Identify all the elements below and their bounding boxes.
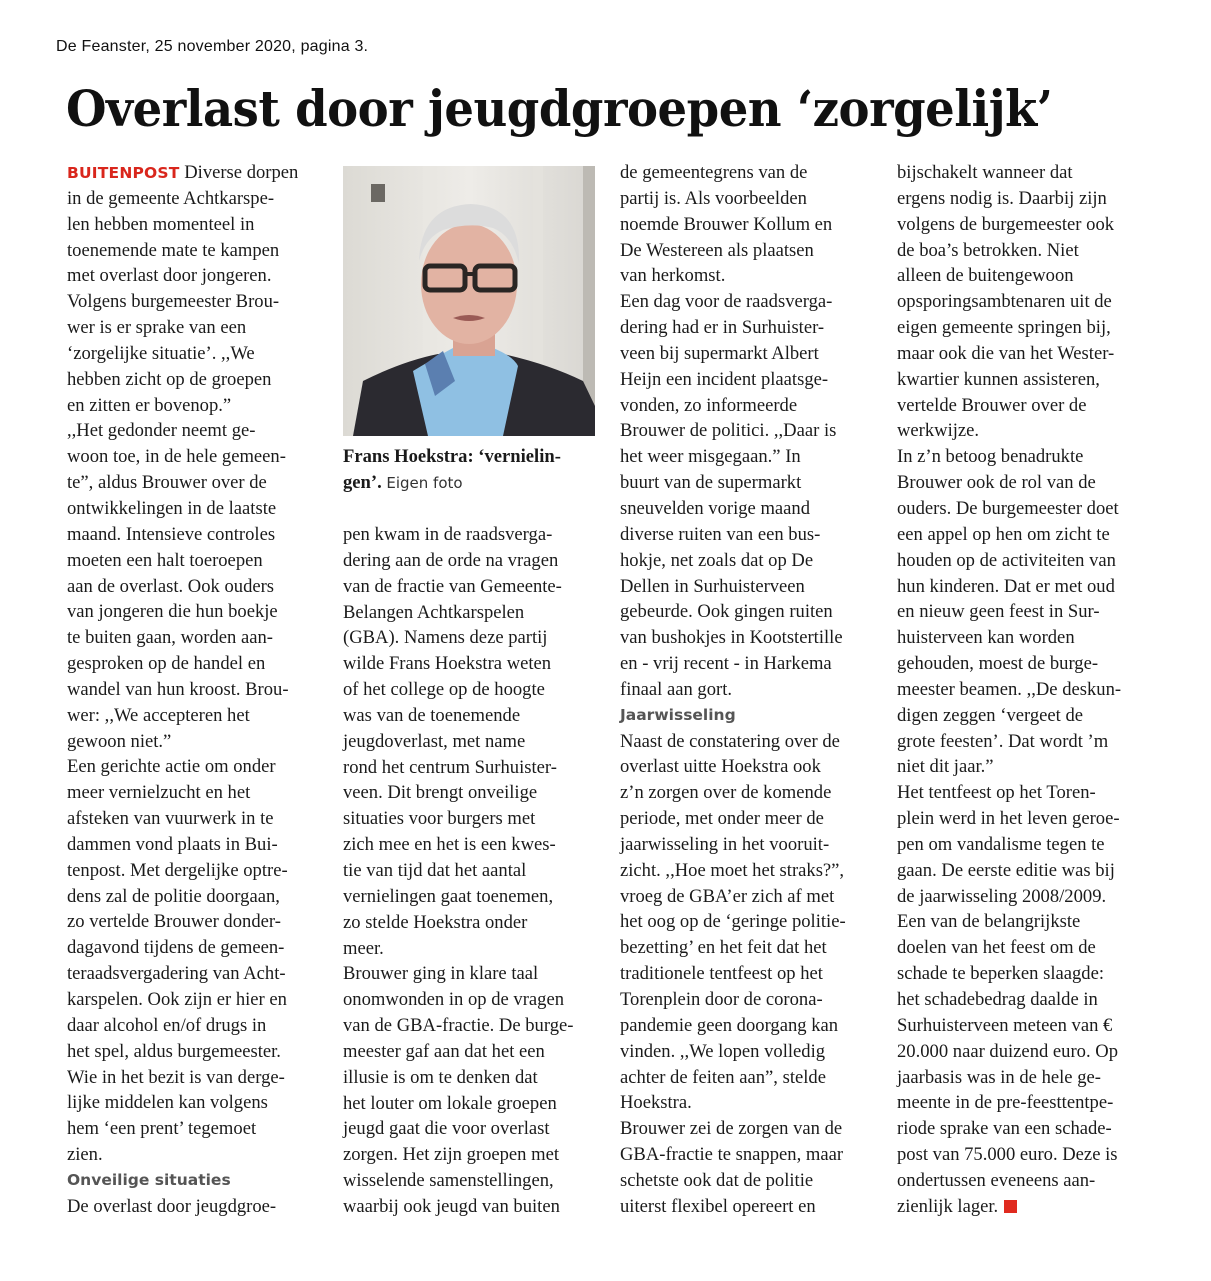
text-line: Belangen Achtkarspelen: [343, 601, 525, 623]
text-line: dammen vond plaats in Bui-: [67, 833, 278, 855]
text-line: en zitten er bovenop.”: [67, 394, 232, 416]
text-line: zo stelde Hoekstra onder: [343, 911, 528, 933]
text-line: dering had er in Surhuister-: [620, 317, 825, 339]
photo-caption: [343, 444, 603, 496]
text-line: opsporingsambtenaren uit de: [897, 291, 1112, 313]
text-line: gehouden, moest de burge-: [897, 653, 1099, 675]
text-line: het louter om lokale groepen: [343, 1092, 557, 1114]
text-line: veen. Dit brengt onveilige: [343, 782, 538, 804]
portrait-photo: [343, 166, 595, 436]
text-line: gaan. De eerste editie was bij: [897, 859, 1115, 881]
portrait-illustration: [343, 166, 595, 436]
text-line: gesproken op de handel en: [67, 653, 266, 675]
column-2-lines: [343, 522, 611, 1220]
text-line: dens zal de politie doorgaan,: [67, 885, 280, 907]
text-line: Brouwer zei de zorgen van de: [620, 1118, 843, 1140]
text-line: overlast uitte Hoekstra ook: [620, 756, 821, 778]
caption-title-cont: gen’.: [343, 472, 382, 493]
text-line: finaal aan gort.: [620, 678, 733, 700]
text-line: ‘zorgelijke situatie’. ,,We: [67, 342, 255, 364]
text-line: was van de toenemende: [343, 704, 521, 726]
text-line: van herkomst.: [620, 265, 726, 287]
text-line: partij is. Als voorbeelden: [620, 187, 807, 209]
text-line: de jaarwisseling 2008/2009.: [897, 885, 1107, 907]
text-line: plein werd in het leven geroe-: [897, 808, 1120, 830]
text-line: jeugd gaat die voor overlast: [343, 1118, 550, 1140]
text-line: vonden, zo informeerde: [620, 394, 798, 416]
text-line: alleen de buitengewoon: [897, 265, 1074, 287]
text-line: hem ‘een prent’ tegemoet: [67, 1118, 257, 1140]
text-line: en - vrij recent - in Harkema: [620, 653, 832, 675]
text-line: hebben zicht op de groepen: [67, 368, 272, 390]
text-line: het spel, aldus burgemeester.: [67, 1040, 281, 1062]
text-line: tenpost. Met dergelijke optre-: [67, 859, 288, 881]
text-line: sneuvelden vorige maand: [620, 497, 811, 519]
text-line: situaties voor burgers met: [343, 808, 536, 830]
text-line: len hebben momenteel in: [67, 213, 255, 235]
text-line: meente in de pre-feesttentpe-: [897, 1092, 1114, 1114]
text-line: ouders. De burgemeester doet: [897, 497, 1119, 519]
text-line: wilde Frans Hoekstra weten: [343, 653, 552, 675]
text-line: de gemeentegrens van de: [620, 162, 808, 183]
text-line: moeten een halt toeroepen: [67, 549, 263, 571]
text-line: in de gemeente Achtkarspe-: [67, 187, 275, 209]
text-line: grote feesten’. Dat wordt ’m: [897, 730, 1109, 752]
text-line: Dellen in Surhuisterveen: [620, 575, 805, 597]
text-line: onomwonden in op de vragen: [343, 989, 565, 1011]
text-line: tie van tijd dat het aantal: [343, 859, 527, 881]
text-line: lijke middelen kan volgens: [67, 1092, 268, 1114]
text-line: Brouwer de politici. ,,Daar is: [620, 420, 837, 442]
text-line: diverse ruiten van een bus-: [620, 523, 821, 545]
text-line: meer vernielzucht en het: [67, 782, 251, 804]
text-line: het schadebedrag daalde in: [897, 989, 1098, 1010]
text-line: jaarwisseling in het vooruit-: [620, 833, 830, 855]
text-line: toenemende mate te kampen: [67, 239, 280, 261]
text-line: Heijn een incident plaatsge-: [620, 368, 829, 390]
text-line: GBA-fractie te snappen, maar: [620, 1144, 844, 1166]
text-line: Brouwer ook de rol van de: [897, 472, 1096, 494]
text-line: zorgen. Het zijn groepen met: [343, 1144, 559, 1166]
article-column-3: [620, 160, 888, 1220]
text-line: werkwijze.: [897, 420, 980, 442]
text-line: bijschakelt wanneer dat: [897, 162, 1073, 183]
text-line: afsteken van vuurwerk in te: [67, 808, 274, 830]
text-line: veen bij supermarkt Albert: [620, 342, 819, 364]
article-column-1: [67, 160, 335, 1220]
text-line: aan de overlast. Ook ouders: [67, 575, 275, 597]
text-line: zien.: [67, 1144, 103, 1166]
source-line: De Feanster, 25 november 2020, pagina 3.: [56, 38, 369, 55]
column-3-after-subhead: [620, 729, 888, 1220]
text-line: kwartier kunnen assisteren,: [897, 368, 1100, 390]
text-line: vernielingen gaat toenemen,: [343, 885, 554, 907]
text-line: illusie is om te denken dat: [343, 1066, 538, 1088]
text-line: van de GBA-fractie. De burge-: [343, 1015, 574, 1037]
text-line: zo vertelde Brouwer donder-: [67, 911, 281, 933]
text-line: De Westereen als plaatsen: [620, 239, 814, 261]
text-line: schade te beperken slaagde:: [897, 963, 1105, 985]
subhead-onveilige-situaties: Onveilige situaties: [67, 1170, 231, 1189]
text-line: waarbij ook jeugd van buiten: [343, 1195, 560, 1217]
text-line: Een van de belangrijkste: [897, 911, 1081, 933]
text-line: dagavond tijdens de gemeen-: [67, 937, 285, 959]
text-line: jeugdoverlast, met name: [343, 730, 526, 752]
first-line: BUITENPOST Diverse dorpen: [67, 162, 299, 183]
end-of-article-square-icon: [1004, 1200, 1017, 1213]
text-line: uiterst flexibel opereert en: [620, 1195, 816, 1217]
text-line: niet dit jaar.”: [897, 756, 994, 778]
text-line: (GBA). Namens deze partij: [343, 627, 548, 649]
text-line: post van 75.000 euro. Deze is: [897, 1144, 1118, 1166]
text-line: ontwikkelingen in de laatste: [67, 497, 277, 519]
text-line: hokje, net zoals dat op De: [620, 549, 814, 571]
text-line: zich mee en het is een kwes-: [343, 834, 556, 856]
text-line: wisselende samenstellingen,: [343, 1170, 554, 1192]
text-line: meester gaf aan dat het een: [343, 1040, 545, 1062]
text-line: ondertussen eveneens aan-: [897, 1169, 1096, 1191]
final-line: zienlijk lager.: [897, 1194, 1165, 1220]
text-line: huisterveen kan worden: [897, 627, 1075, 649]
text-line: pen om vandalisme tegen te: [897, 833, 1105, 855]
text-line: Een dag voor de raadsverga-: [620, 291, 833, 313]
column-1-lines: [67, 186, 335, 1168]
text-line: zicht. ,,Hoe moet het straks?”,: [620, 859, 845, 881]
text-line: jaarbasis was in de hele ge-: [897, 1066, 1101, 1088]
column-4-lines: [897, 160, 1165, 1194]
text-line: of het college op de hoogte: [343, 679, 545, 701]
text-line: dering aan de orde na vragen: [343, 549, 559, 571]
text-line: woon toe, in de hele gemeen-: [67, 446, 286, 468]
text-line: buurt van de supermarkt: [620, 472, 802, 494]
text-line: daar alcohol en/of drugs in: [67, 1014, 267, 1036]
text-line: ergens nodig is. Daarbij zijn: [897, 187, 1107, 209]
text-line: z’n zorgen over de komende: [620, 782, 832, 804]
text-line: maar ook die van het Wester-: [897, 342, 1115, 364]
text-line: een appel op hen om zicht te: [897, 523, 1110, 545]
text-line: wer: ,,We accepteren het: [67, 704, 250, 726]
dateline: BUITENPOST: [67, 164, 180, 182]
text-line: digen zeggen ‘vergeet de: [897, 704, 1084, 726]
article-column-4: [897, 160, 1165, 1220]
text-line: hun kinderen. Dat er met oud: [897, 575, 1115, 597]
column-1-after-subhead: [67, 1194, 335, 1220]
photo-credit: Eigen foto: [386, 474, 463, 492]
text-line: houden op de activiteiten van: [897, 549, 1116, 571]
text-line: de boa’s betrokken. Niet: [897, 239, 1079, 261]
text-line: periode, met onder meer de: [620, 808, 824, 830]
text-line: pen kwam in de raadsverga-: [343, 524, 553, 545]
text-line: In z’n betoog benadrukte: [897, 446, 1084, 468]
text-line: Naast de constatering over de: [620, 730, 840, 752]
text-line: Brouwer ging in klare taal: [343, 963, 539, 985]
text-line: Torenplein door de corona-: [620, 989, 823, 1010]
text-line: te buiten gaan, worden aan-: [67, 627, 273, 649]
text-line: Hoekstra.: [620, 1092, 692, 1114]
text-line: ,,Het gedonder neemt ge-: [67, 420, 256, 442]
subhead-jaarwisseling: Jaarwisseling: [620, 705, 736, 724]
text-line: doelen van het feest om de: [897, 937, 1096, 959]
text-line: te”, aldus Brouwer over de: [67, 472, 267, 494]
caption-title: Frans Hoekstra: ‘vernielin-: [343, 446, 561, 467]
text-line: van bushokjes in Kootstertille: [620, 627, 843, 649]
text-line: van jongeren die hun boekje: [67, 601, 278, 623]
text-line: achter de feiten aan”, stelde: [620, 1066, 826, 1088]
text-line: riode sprake van een schade-: [897, 1118, 1112, 1140]
text-line: vroeg de GBA’er zich af met: [620, 885, 835, 907]
text-line: en nieuw geen feest in Sur-: [897, 601, 1100, 623]
text-line: meester beamen. ,,De deskun-: [897, 678, 1122, 700]
text-line: traditionele tentfeest op het: [620, 963, 823, 985]
text-line: vertelde Brouwer over de: [897, 394, 1087, 416]
text-line: van de fractie van Gemeente-: [343, 575, 562, 597]
text-line: volgens de burgemeester ook: [897, 213, 1115, 235]
text-line: Volgens burgemeester Brou-: [67, 291, 280, 313]
text-line: wer is er sprake van een: [67, 317, 247, 339]
text-line: gewoon niet.”: [67, 730, 172, 752]
text-line: pandemie geen doorgang kan: [620, 1014, 839, 1036]
text-line: maand. Intensieve controles: [67, 523, 276, 545]
text-line: karspelen. Ook zijn er hier en: [67, 989, 287, 1010]
article-column-2: [343, 522, 611, 1220]
text-line: bezetting’ en het feit dat het: [620, 937, 827, 959]
text-line: noemde Brouwer Kollum en: [620, 213, 833, 235]
text-line: meer.: [343, 937, 384, 959]
text-line: vinden. ,,We lopen volledig: [620, 1040, 826, 1062]
text-line: het weer misgegaan.” In: [620, 446, 801, 468]
text-line: De overlast door jeugdgroe-: [67, 1195, 277, 1217]
text-line: Het tentfeest op het Toren-: [897, 782, 1096, 804]
text-line: Surhuisterveen meteen van €: [897, 1014, 1113, 1036]
text-line: teraadsvergadering van Acht-: [67, 963, 286, 985]
text-line: Wie in het bezit is van derge-: [67, 1066, 285, 1088]
text-line: 20.000 naar duizend euro. Op: [897, 1040, 1118, 1062]
headline: Overlast door jeugdgroepen ‘zorgelijk’: [66, 79, 1053, 138]
text-line: met overlast door jongeren.: [67, 265, 272, 287]
text-line: het oog op de ‘geringe politie-: [620, 911, 846, 933]
text-line: eigen gemeente springen bij,: [897, 317, 1111, 339]
text-line: schetste ook dat de politie: [620, 1169, 814, 1191]
column-3-lines: [620, 160, 888, 703]
text-line: wandel van hun kroost. Brou-: [67, 678, 289, 700]
text-line: Een gerichte actie om onder: [67, 756, 276, 778]
text-line: rond het centrum Surhuister-: [343, 756, 557, 778]
text-line: gebeurde. Ook gingen ruiten: [620, 601, 833, 623]
